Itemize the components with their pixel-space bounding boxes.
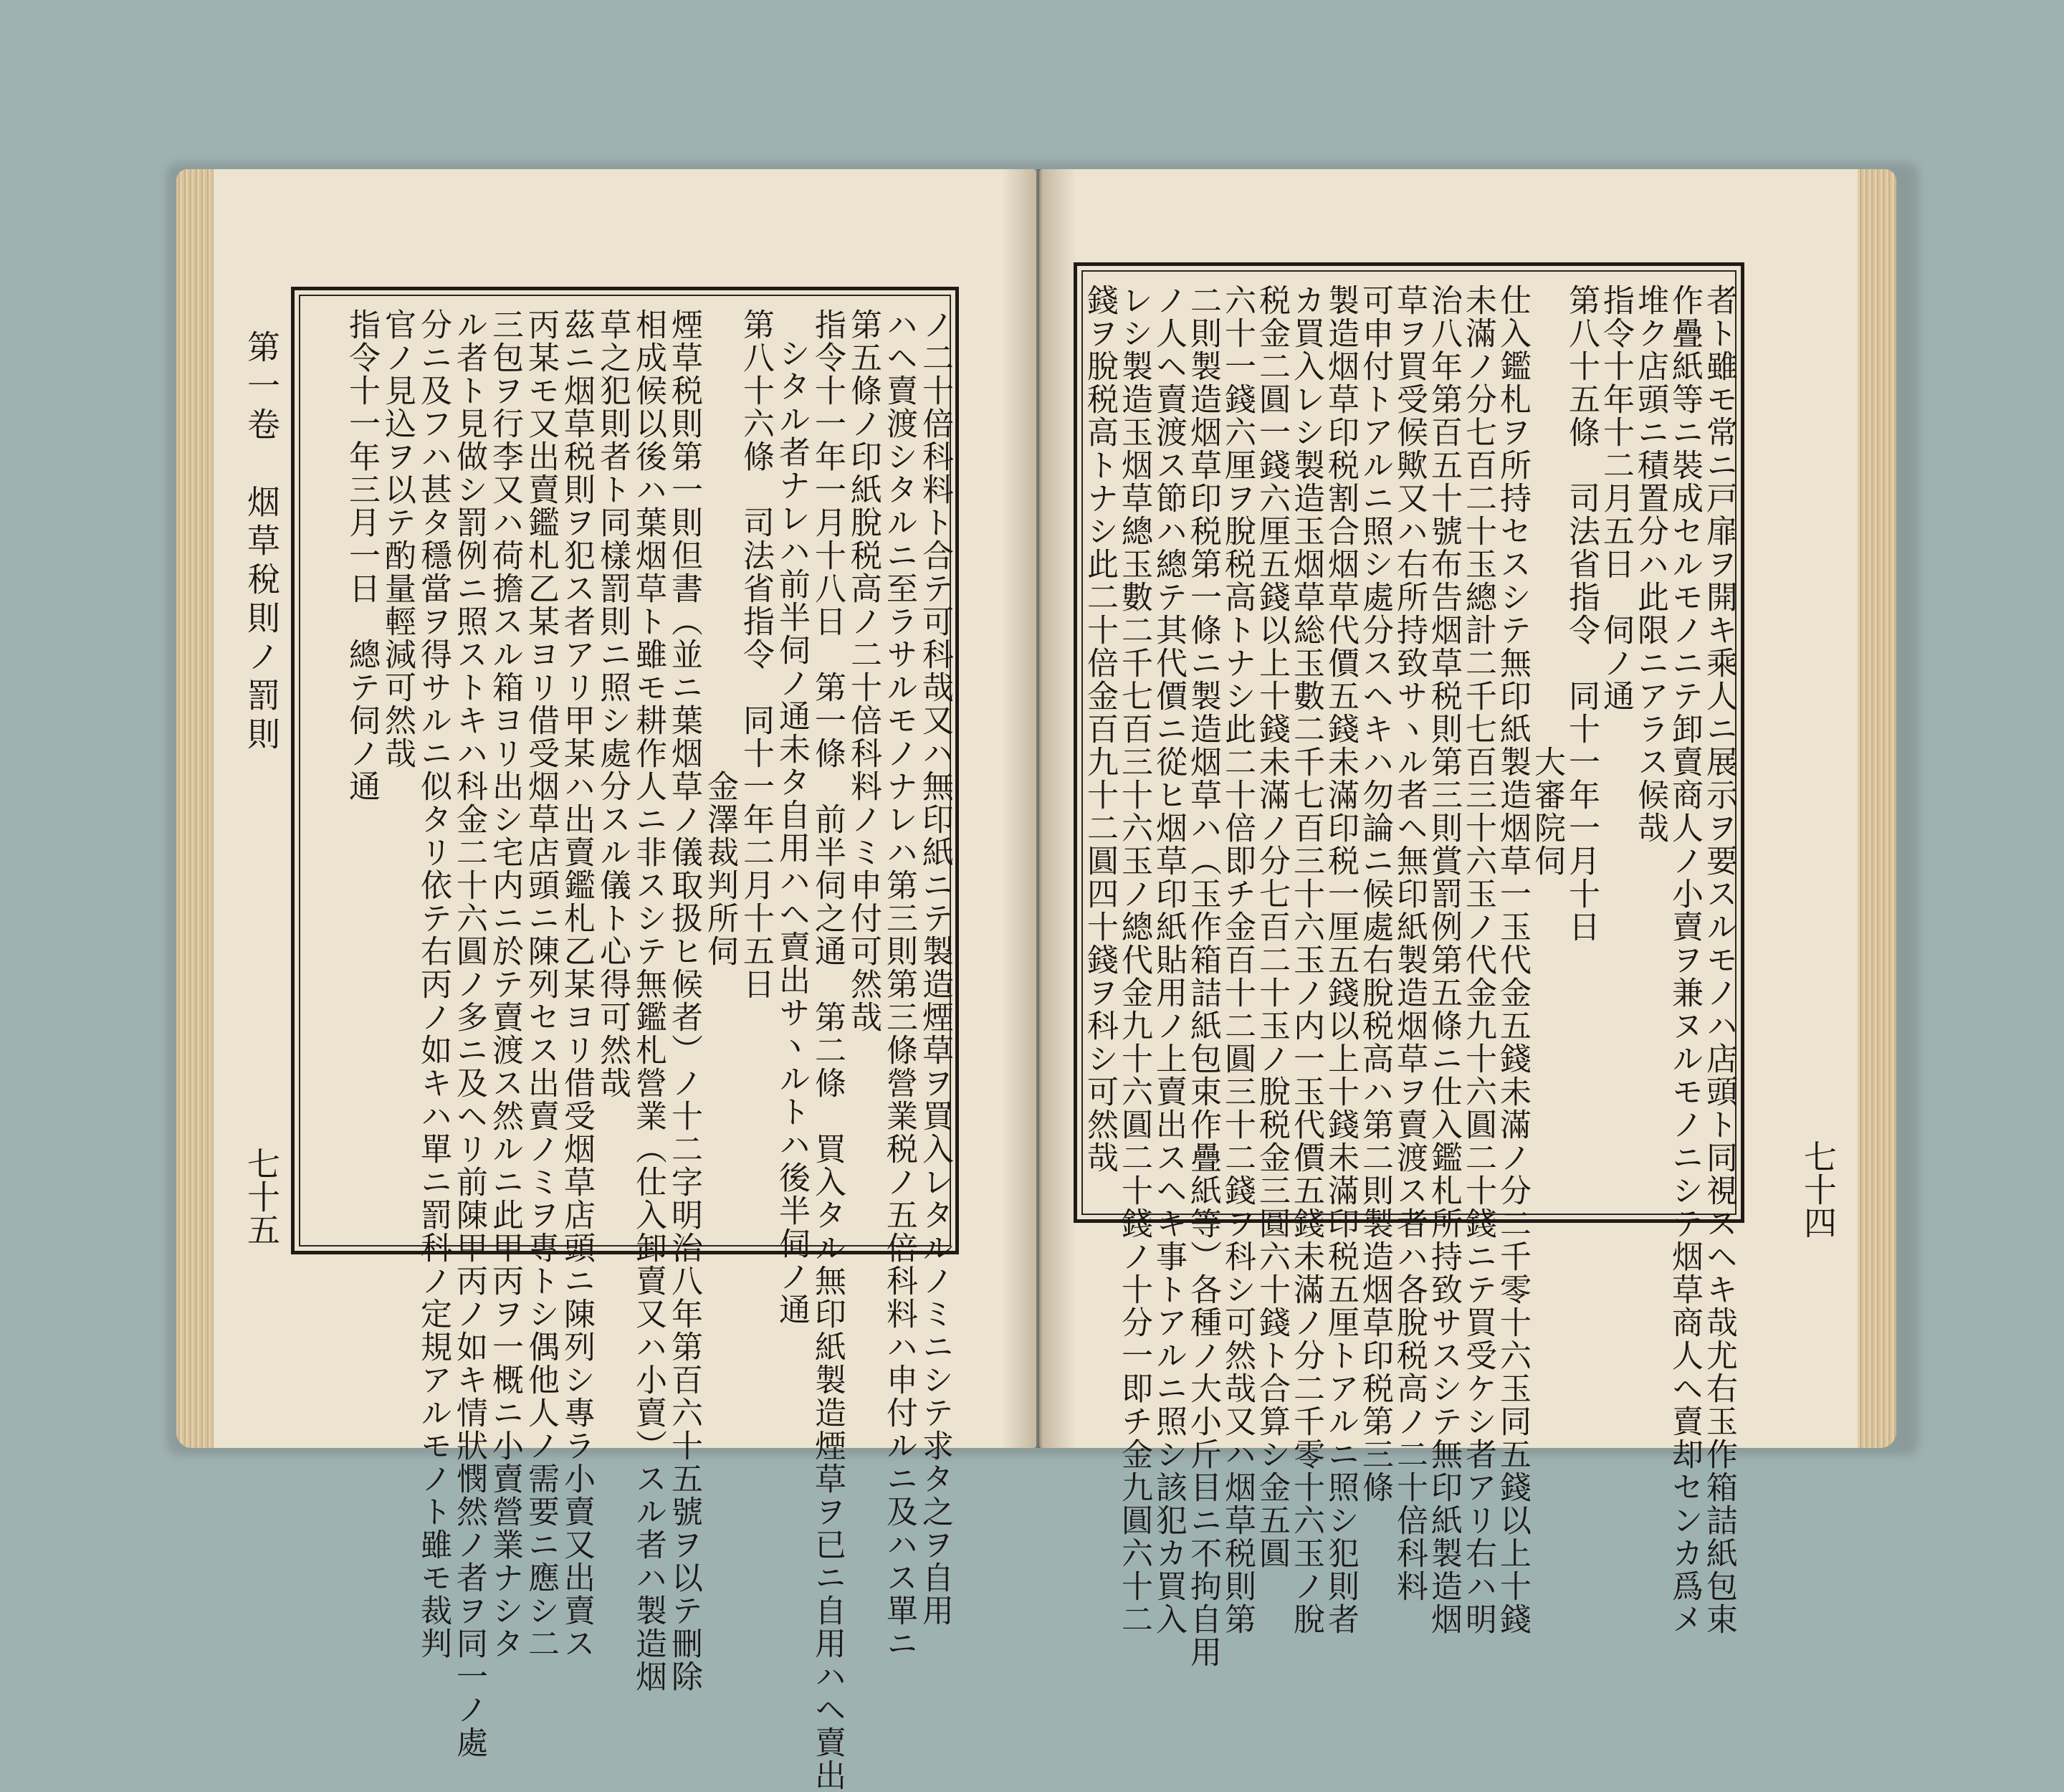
left-line-3: 第五條ノ印紙脫税高ノ二十倍科料ノミ申付可然哉	[845, 308, 882, 1034]
right-line-12: 製造烟草印税割合烟草代價五錢未滿印税一厘五錢以上十錢未滿印税五厘トアルニ照シ犯則者	[1322, 284, 1359, 1636]
left-line-11: 茲ニ烟草税則ヲ犯ス者アリ甲某ハ出賣鑑札乙某ヨリ借受烟草店頭ニ陳列シ專ラ小賣又出賣ス	[558, 308, 595, 1660]
right-line-3: 堆ク店頭ニ積置分ハ此限ニアラス候哉	[1632, 284, 1668, 844]
left-line-13: 三包ヲ行李又ハ荷擔スル箱ヨリ出シ宅内ニ於テ賣渡ス然ルニ此甲丙ヲ一概ニ小賣營業ナシタ	[487, 308, 523, 1660]
right-line-4: 指令十年十二月五日 伺ノ通	[1597, 284, 1634, 712]
right-line-11: 可申付トアルニ照シ處分スヘキハ勿論ニ候處右脫税高ハ第二則製造烟草印税第三條	[1357, 284, 1393, 1504]
left-line-4: 指令十一年一月十八日 第一條 前半伺之通 第二條 買入タル無印紙製造煙草ヲ已ニ自用ハヘ賣出	[809, 308, 846, 1792]
right-line-18: レシ製造玉烟草總玉數二千七百三十六玉ノ總代金九十六圓二十錢ノ十分一即チ金九圓六十二	[1116, 284, 1152, 1636]
left-line-17: 指令十一年三月一日 總テ伺ノ通	[343, 308, 380, 803]
left-line-15: 分ニ及フハ甚タ穩當ヲ得サルニ似タリ依テ右丙ノ如キハ單ニ罰科ノ定規アルモノト雖モ裁判	[415, 308, 452, 1660]
left-line-10: 草之犯則者ト同樣罰則ニ照シ處分スル儀ト心得可然哉	[594, 308, 631, 1100]
left-line-5: シタル者ナレハ前半伺ノ通未タ自用ハヘ賣出サヽルトハ後半伺ノ通	[773, 337, 810, 1326]
right-line-1: 者ト雖モ常ニ戸扉ヲ開キ乘人ニ展示ヲ要スルモノハ店頭ト同視スヘキ哉尤右玉作箱詰紙包束	[1701, 284, 1737, 1636]
running-head: 第一卷 烟草稅則ノ罰則	[242, 330, 281, 756]
right-page-number: 七十四	[1799, 1140, 1838, 1239]
right-line-14: 税金二圓一錢六厘五錢以上十錢未滿ノ分七百二十玉ノ脫税金三圓六十錢ト合算シ金五圓	[1253, 284, 1290, 1570]
right-line-10: 草ヲ買受候歟又ハ右所持致サヽル者ヘ無印紙製造烟草ヲ賣渡ス者ハ各脫税高ノ二十倍科料	[1391, 284, 1428, 1603]
right-article-85-heading: 第八十五條 司法省指令 同十一年一月十日	[1563, 284, 1600, 943]
left-line-1: ノ二十倍科料ト合テ可科哉又ハ無印紙ニテ製造煙草ヲ買入レタルノミニシテ求タ之ヲ自用	[917, 308, 953, 1627]
left-line-12: 丙某モ又出賣鑑札乙某ヨリ借受烟草店頭ニ陳列セス出賣ノミヲ專トシ偶他人ノ需要ニ應シ二	[522, 308, 559, 1660]
right-line-16: 二則製造烟草印税第一條ニ製造烟草ハ（玉作箱詰紙包束作疊紙等）各種ノ大小斤目ニ不拘自用	[1185, 284, 1221, 1669]
left-page-edges	[176, 169, 214, 1448]
left-line-14: ル者ト見做シ罰例ニ照ストキハ科金二十六圓ノ多ニ及ヘリ前陳甲丙ノ如キ情狀憫然ノ者ヲ同一ノ處	[451, 308, 487, 1759]
book-gutter	[1002, 169, 1076, 1448]
left-line-2: ハヘ賣渡シタルニ至ラサルモノナレハ第三則第三條營業税ノ五倍科料ハ申付ルニ及ハス單ニ	[881, 308, 917, 1660]
right-line-2: 作疊紙等ニ裝成セルモノニテ卸賣商人ノ小賣ヲ兼ヌルモノニシテ烟草商人ヘ賣却センカ爲メ	[1666, 284, 1703, 1636]
right-line-13: カ買入レシ製造玉烟草総玉數二千七百三十六玉ノ内一玉代價五錢未滿ノ分二千零十六玉ノ脫	[1288, 284, 1324, 1636]
right-line-8: 未滿ノ分七百二十玉總計二千七百三十六玉ノ代金九十六圓二十錢ニテ買受ケシ者アリ右ハ明	[1460, 284, 1496, 1636]
right-line-19: 錢ヲ脫税高トナシ此二十倍金百九十二圓四十錢ヲ科シ可然哉	[1081, 284, 1118, 1174]
left-line-16: 官ノ見込ヲ以テ酌量輕減可然哉	[379, 308, 416, 770]
right-page-edges	[1858, 169, 1896, 1448]
right-line-17: ノ人ヘ賣渡ス節ハ總テ其代價ニ從ヒ烟草印紙貼用ノ上賣出スヘキ事トアルニ照シ該犯カ買入	[1150, 284, 1187, 1636]
right-line-15: 六十一錢六厘ヲ脫税高トナシ此二十倍即チ金百十二圓三十二錢ヲ科シ可然哉又ハ烟草税則第	[1219, 284, 1256, 1636]
left-line-9: 相成候以後ハ葉烟草ト雖モ耕作人ニ非スシテ無鑑札營業（仕入卸賣又ハ小賣）スル者ハ製造烟	[630, 308, 666, 1693]
right-line-7: 仕入鑑札ヲ所持セスシテ無印紙製造烟草一玉代金五錢未滿ノ分二千零十六玉同五錢以上十錢	[1494, 284, 1531, 1636]
left-page-number: 七十五	[242, 1147, 281, 1246]
right-line-9: 治八年第百五十號布告烟草税則第三則賞罰例第五條ニ仕入鑑札所持致サスシテ無印紙製造烟	[1425, 284, 1462, 1636]
left-line-7: 金澤裁判所伺	[702, 308, 738, 968]
left-article-86-heading: 第八十六條 司法省指令 同十一年二月十五日	[737, 308, 774, 1001]
left-line-8: 煙草税則第一則但書（並ニ葉烟草ノ儀取扱ヒ候者）ノ十二字明治八年第百六十五號ヲ以テ刪除	[666, 308, 702, 1693]
right-line-6: 大審院伺	[1529, 284, 1565, 877]
